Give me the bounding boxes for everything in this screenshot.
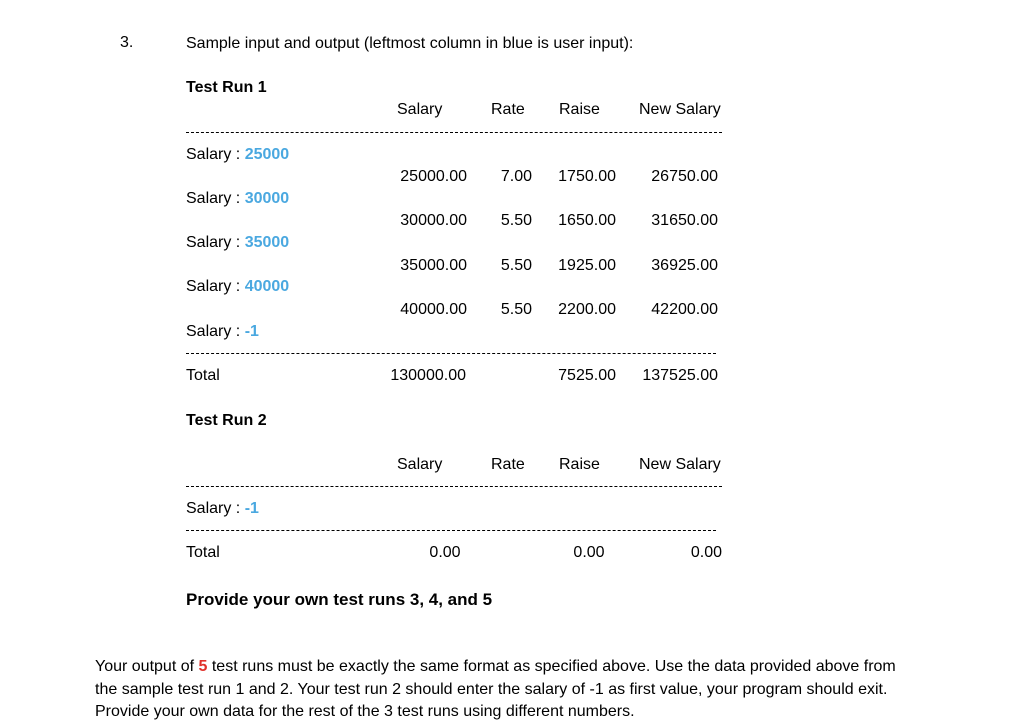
run2-total-raise: 0.00 [573,544,605,561]
run1-prompt: Salary : 40000 [186,278,290,295]
run1-cell-rate: 7.00 [500,168,532,185]
run1-input-value: 40000 [244,278,290,295]
run1-sentinel-value: -1 [244,323,259,340]
run1-prompt: Salary : 25000 [186,146,290,163]
run1-cell-new-salary: 36925.00 [651,257,718,274]
run1-total-raise: 7525.00 [558,367,616,384]
run1-cell-new-salary: 26750.00 [651,168,718,185]
run1-cell-new-salary: 42200.00 [651,301,718,318]
run1-cell-raise: 2200.00 [558,301,616,318]
run1-total-label: Total [186,367,220,384]
run2-sentinel-value: -1 [244,500,259,517]
run1-sentinel-prompt: Salary : -1 [186,323,259,340]
run1-cell-rate: 5.50 [500,257,532,274]
run1-divider-top [186,132,722,133]
run1-cell-rate: 5.50 [500,301,532,318]
run2-header-new-salary: New Salary [639,456,721,473]
run1-cell-salary: 35000.00 [400,257,467,274]
run1-prompt: Salary : 30000 [186,190,290,207]
run2-divider-bottom [186,530,716,531]
run2-sentinel-prompt: Salary : -1 [186,500,259,517]
run2-divider-top [186,486,722,487]
instructions-paragraph: Your output of 5 test runs must be exactly the same format as specified above. Use the data provided above from the sample test run 1 and 2. Your test run 2 should enter the salary of -1 as first value, your program should exit. Provide your own data for the rest of the 3 test runs using different numbers. [95,658,896,720]
run2-title: Test Run 2 [186,412,267,429]
run2-total-label: Total [186,544,220,561]
run1-total-salary: 130000.00 [390,367,466,384]
run1-prompt: Salary : 35000 [186,234,290,251]
run1-cell-salary: 25000.00 [400,168,467,185]
run1-total-new-salary: 137525.00 [642,367,718,384]
run1-cell-raise: 1925.00 [558,257,616,274]
run1-cell-new-salary: 31650.00 [651,212,718,229]
run2-total-new-salary: 0.00 [690,544,722,561]
run1-cell-salary: 40000.00 [400,301,467,318]
own-runs-heading: Provide your own test runs 3, 4, and 5 [186,590,493,609]
run1-header-raise: Raise [559,101,600,118]
run2-header-rate: Rate [491,456,525,473]
item-number: 3. [120,34,134,51]
section-heading: Sample input and output (leftmost column in blue is user input): [186,35,634,52]
run1-divider-bottom [186,353,716,354]
run1-cell-salary: 30000.00 [400,212,467,229]
run1-input-value: 35000 [244,234,290,251]
run1-input-value: 25000 [244,146,290,163]
run1-header-new-salary: New Salary [639,101,721,118]
run1-cell-rate: 5.50 [500,212,532,229]
run1-header-rate: Rate [491,101,525,118]
test-run-count: 5 [198,658,208,675]
run2-header-raise: Raise [559,456,600,473]
run1-input-value: 30000 [244,190,290,207]
run1-header-salary: Salary [397,101,443,118]
run2-header-salary: Salary [397,456,443,473]
run1-cell-raise: 1750.00 [558,168,616,185]
run1-cell-raise: 1650.00 [558,212,616,229]
run2-total-salary: 0.00 [429,544,461,561]
run1-title: Test Run 1 [186,79,267,96]
